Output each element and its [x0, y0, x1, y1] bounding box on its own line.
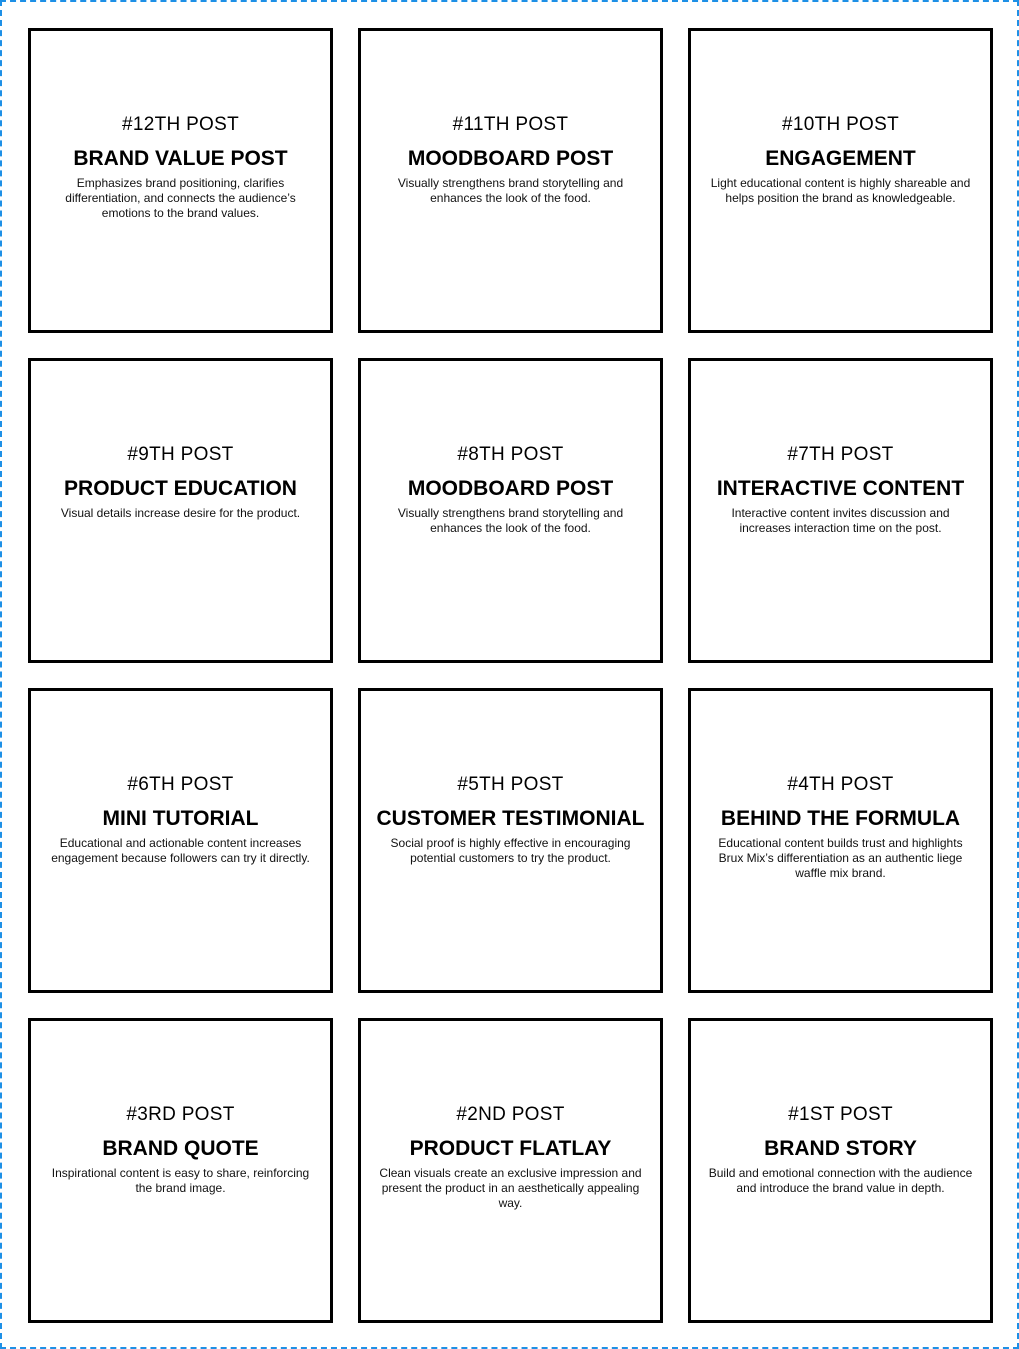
post-title: BRAND QUOTE	[102, 1137, 259, 1160]
post-description: Educational and actionable content increases engagement because followers can try it directly.	[51, 836, 310, 865]
post-description: Build and emotional connection with the audience and introduce the brand value in depth.	[708, 1166, 973, 1195]
post-title: ENGAGEMENT	[765, 147, 916, 170]
post-title: INTERACTIVE CONTENT	[716, 477, 965, 500]
post-title: MINI TUTORIAL	[102, 807, 259, 830]
post-card-4[interactable]	[688, 688, 993, 993]
post-card-10[interactable]	[688, 28, 993, 333]
post-description: Visually strengthens brand storytelling and enhances the look of the food.	[397, 176, 624, 205]
post-description: Visually strengthens brand storytelling and enhances the look of the food.	[397, 506, 624, 535]
post-number: #4TH POST	[787, 774, 894, 795]
post-number: #12TH POST	[121, 114, 240, 135]
post-title: PRODUCT FLATLAY	[409, 1137, 612, 1160]
post-card-9[interactable]	[28, 358, 333, 663]
post-card-2[interactable]	[358, 1018, 663, 1323]
post-description: Clean visuals create an exclusive impression and present the product in an aesthetically appealing way.	[379, 1166, 642, 1210]
post-description: Light educational content is highly shareable and helps position the brand as knowledgeable.	[710, 176, 971, 205]
post-number: #7TH POST	[787, 444, 894, 465]
post-card-7[interactable]	[688, 358, 993, 663]
post-card-11[interactable]	[358, 28, 663, 333]
post-title: PRODUCT EDUCATION	[64, 477, 297, 500]
post-number: #8TH POST	[457, 444, 564, 465]
post-description: Interactive content invites discussion and increases interaction time on the post.	[731, 506, 950, 535]
post-description: Educational content builds trust and highlights Brux Mix’s differentiation as an authentic liege waffle mix brand.	[718, 836, 963, 880]
post-title: BRAND STORY	[764, 1137, 917, 1160]
post-number: #5TH POST	[457, 774, 564, 795]
post-card-8[interactable]	[358, 358, 663, 663]
post-card-6[interactable]	[28, 688, 333, 993]
post-number: #6TH POST	[127, 774, 234, 795]
post-title: CUSTOMER TESTIMONIAL	[376, 807, 645, 830]
post-card-3[interactable]	[28, 1018, 333, 1323]
post-card-1[interactable]	[688, 1018, 993, 1323]
post-number: #1ST POST	[788, 1104, 893, 1125]
post-title: MOODBOARD POST	[407, 477, 614, 500]
post-number: #10TH POST	[781, 114, 900, 135]
post-number: #11TH POST	[452, 114, 569, 135]
post-number: #3RD POST	[126, 1104, 235, 1125]
post-description: Social proof is highly effective in encouraging potential customers to try the product.	[390, 836, 631, 865]
post-title: BRAND VALUE POST	[73, 147, 288, 170]
post-card-5[interactable]	[358, 688, 663, 993]
post-number: #2ND POST	[456, 1104, 565, 1125]
post-description: Visual details increase desire for the product.	[60, 506, 301, 520]
post-title: BEHIND THE FORMULA	[720, 807, 961, 830]
post-card-12[interactable]	[28, 28, 333, 333]
post-description: Emphasizes brand positioning, clarifies differentiation, and connects the audience’s emotions to the brand values.	[65, 176, 296, 220]
post-title: MOODBOARD POST	[407, 147, 614, 170]
post-description: Inspirational content is easy to share, reinforcing the brand image.	[51, 1166, 310, 1195]
post-number: #9TH POST	[127, 444, 234, 465]
